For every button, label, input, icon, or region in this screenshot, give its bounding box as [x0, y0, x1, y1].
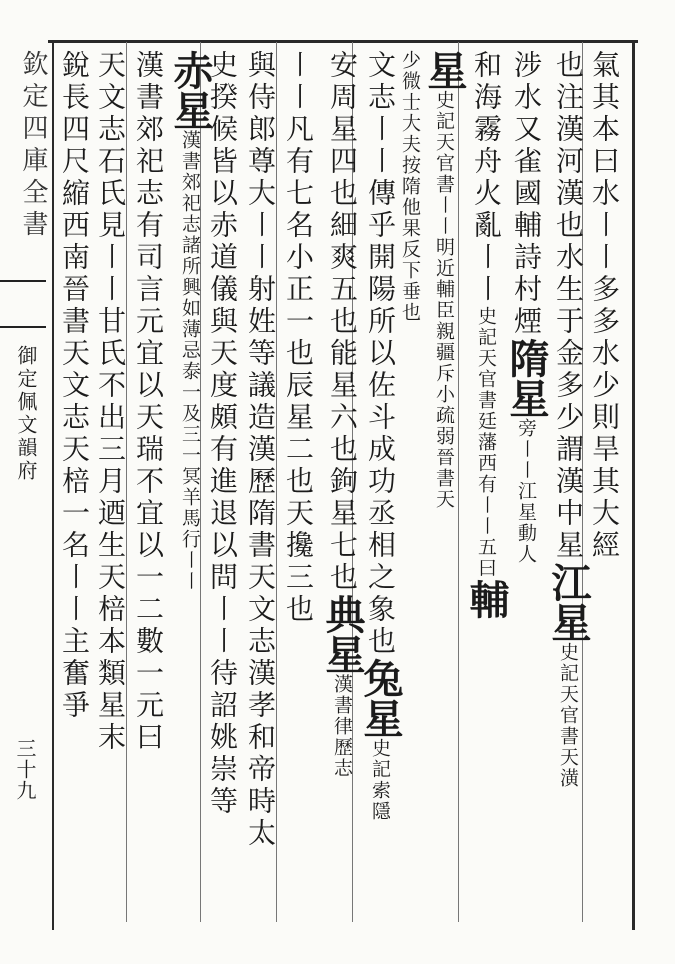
column-text: 也注漢河漢也水生于金多少謂漢中星 — [552, 50, 585, 562]
entry-heading: 江星 — [545, 562, 592, 642]
text-column-8 — [319, 50, 366, 779]
entry-note: 史記天官書廷藩西有〡〡五曰 — [475, 306, 497, 579]
entry-note: 史記天官書天潢 — [557, 642, 579, 789]
entry-note: 旁〡〡江星動人 — [515, 418, 537, 565]
column-text: 與侍郎尊大〡〡射姓等議造漢歷隋書天文志漢孝和帝時太 — [244, 50, 277, 850]
entry-heading: 輔 — [463, 579, 510, 619]
column-text: 銳長四尺縮西南晉書天文志天棓一名〡〡主奮爭 — [58, 50, 91, 722]
column-text: 漢書郊祀志有司言元宜以天瑞不宜以一二數一元曰 — [132, 50, 165, 754]
entry-heading: 兔星 — [357, 658, 404, 738]
text-column-2 — [545, 50, 592, 789]
text-column-3 — [503, 50, 550, 565]
column-text: 文志〡〡傳乎開陽所以佐斗成功丞相之象也 — [364, 50, 397, 658]
book-subtitle: 御定佩文韻府 — [14, 345, 38, 483]
entry-heading: 星 — [421, 50, 468, 90]
column-text: 和海霧舟火亂〡〡 — [470, 50, 503, 306]
text-column-4 — [463, 50, 510, 619]
page-number: 三十九 — [13, 738, 37, 801]
entry-note: 漢書律歷志 — [331, 674, 353, 779]
column-text: 史揆候皆以赤道儀與天度頗有進退以問〡〡待詔姚崇等 — [206, 50, 239, 818]
text-column-7 — [357, 50, 404, 822]
text-column-15 — [58, 50, 91, 722]
fishtail-mark — [0, 280, 46, 328]
frame-top-rule — [48, 40, 638, 43]
entry-note: 史記天官書〡〡明近輔臣親疆斥小疏弱晉書天 — [433, 90, 455, 510]
entry-note: 少微士大夫按隋他果反下垂也 — [399, 50, 421, 323]
text-column-12 — [167, 50, 214, 592]
frame-right-rule — [632, 40, 635, 930]
entry-note: 漢書郊祀志諸所興如薄忌泰一及三一冥羊馬行〡〡 — [179, 130, 201, 592]
entry-heading: 赤星 — [167, 50, 214, 130]
entry-heading: 隋星 — [503, 338, 550, 418]
text-column-14 — [94, 50, 127, 754]
entry-note: 史記索隱 — [369, 738, 391, 822]
text-column-5 — [421, 50, 468, 510]
text-column-11 — [206, 50, 239, 818]
book-title: 欽定四庫全書 — [18, 50, 48, 242]
column-text: 〡〡凡有七名小正一也辰星二也天攙三也 — [282, 50, 315, 626]
text-column-6 — [396, 50, 424, 323]
frame-left-rule — [52, 40, 54, 930]
text-column-13 — [132, 50, 165, 754]
column-text: 涉水又雀國輔詩村煙 — [510, 50, 543, 338]
text-column-9 — [282, 50, 315, 626]
column-text: 氣其本曰水〡〡多多水少則旱其大經 — [588, 50, 621, 562]
text-column-10 — [244, 50, 277, 850]
column-text: 安周星四也細爽五也能星六也鉤星七也 — [326, 50, 359, 594]
entry-heading: 典星 — [319, 594, 366, 674]
column-text: 天文志石氏見〡〡甘氏不出三月迺生天棓本類星末 — [94, 50, 127, 754]
text-column-1 — [588, 50, 621, 562]
